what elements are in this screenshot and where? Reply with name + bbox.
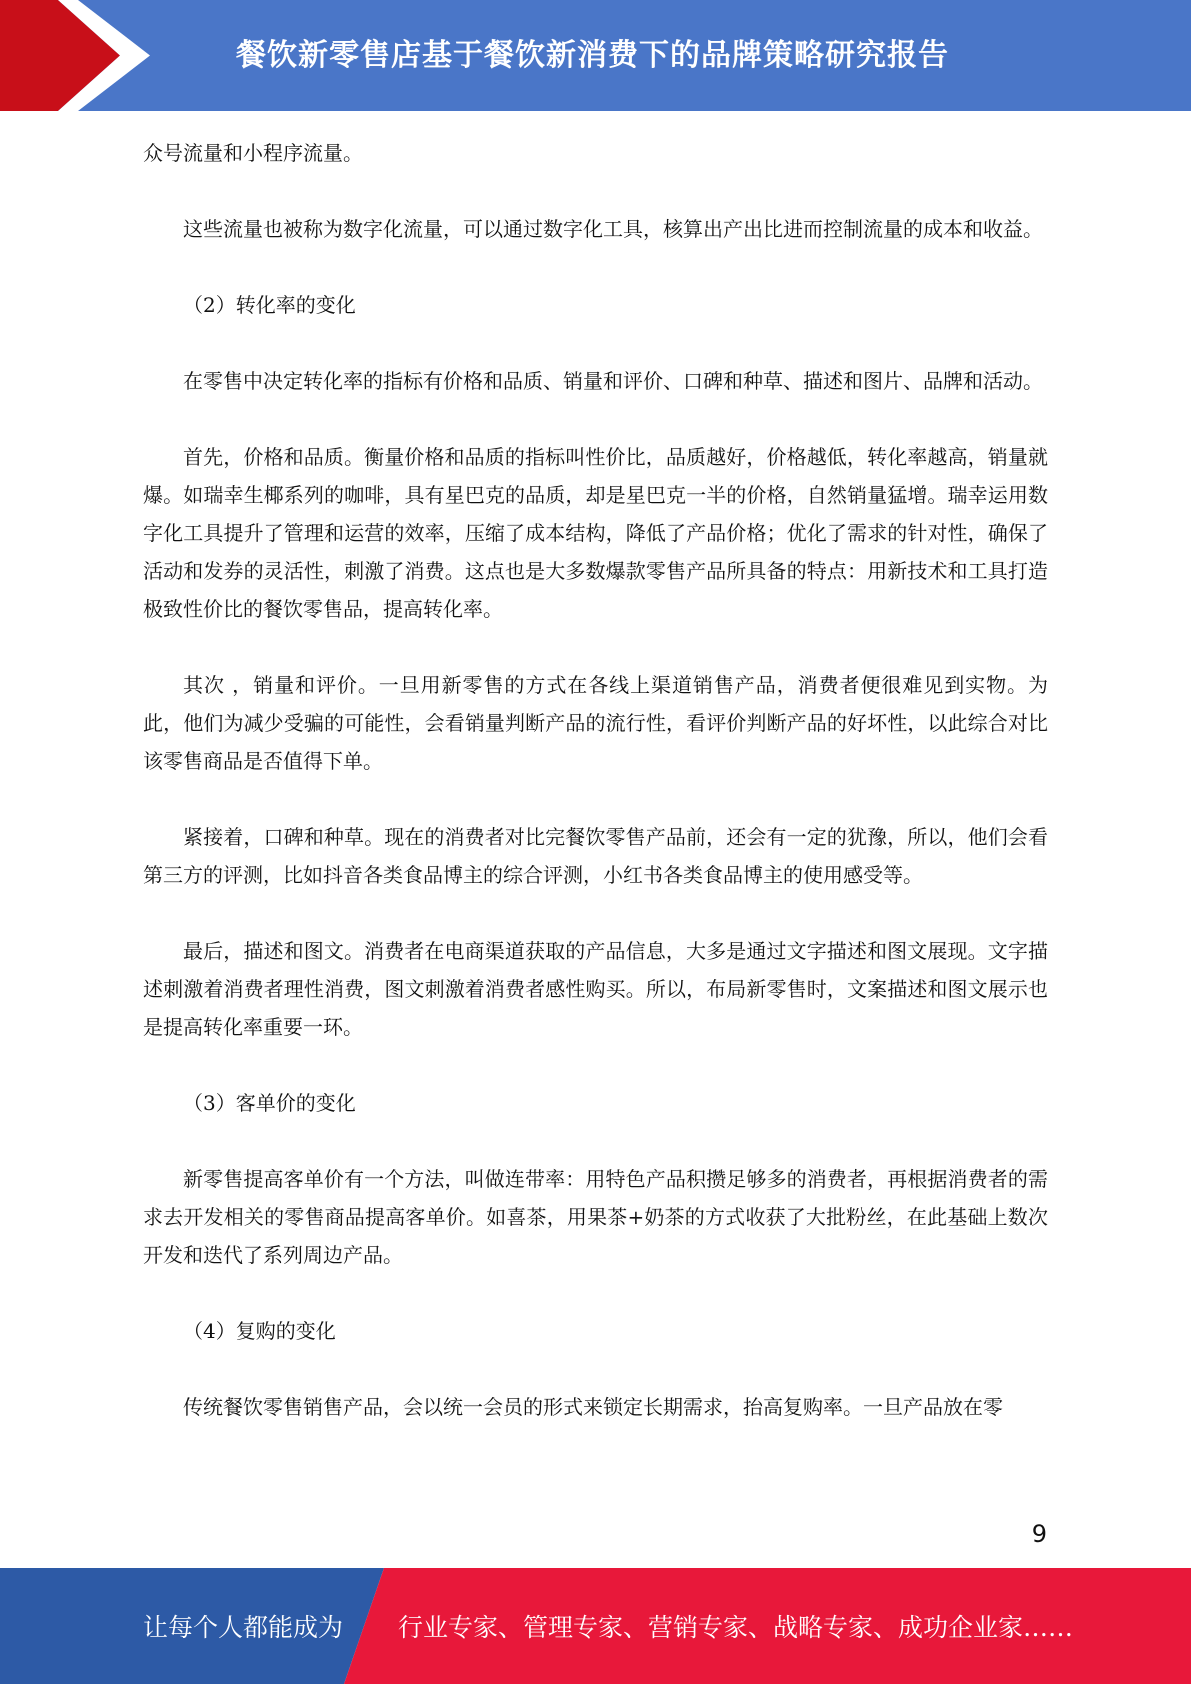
section-heading: （2）转化率的变化 — [183, 293, 356, 317]
paragraph: 其次 ，销量和评价。一旦用新零售的方式在各线上渠道销售产品，消费者便很难见到实物。为此，他们为减少受骗的可能性，会看销量判断产品的流行性，看评价判断产品的好坏性，以此综合对比该零售商品是否值得下单。 — [143, 673, 1048, 773]
paragraph: 在零售中决定转化率的指标有价格和品质、销量和评价、口碑和种草、描述和图片、品牌和活动。 — [183, 369, 1043, 393]
header-arrow-icon — [0, 0, 160, 111]
page-header — [0, 0, 1191, 111]
paragraph: 最后，描述和图文。消费者在电商渠道获取的产品信息，大多是通过文字描述和图文展现。文字描述刺激着消费者理性消费，图文刺激着消费者感性购买。所以，布局新零售时，文案描述和图文展示也是提高转化率重要一环。 — [143, 939, 1048, 1039]
paragraph: 众号流量和小程序流量。 — [143, 141, 363, 165]
paragraph: 这些流量也被称为数字化流量，可以通过数字化工具，核算出产出比进而控制流量的成本和收益。 — [183, 217, 1043, 241]
section-heading: （3）客单价的变化 — [183, 1091, 356, 1115]
paragraph: 首先，价格和品质。衡量价格和品质的指标叫性价比，品质越好，价格越低，转化率越高，销量就爆。如瑞幸生椰系列的咖啡，具有星巴克的品质，却是星巴克一半的价格，自然销量猛增。瑞幸运用数字化工具提升了管理和运营的效率，压缩了成本结构，降低了产品价格；优化了需求的针对性，确保了活动和发券的灵活性，刺激了消费。这点也是大多数爆款零售产品所具备的特点：用新技术和工具打造极致性价比的餐饮零售品，提高转化率。 — [143, 445, 1048, 621]
page-number: 9 — [1031, 1520, 1047, 1548]
footer-slogan-left: 让每个人都能成为 — [143, 1613, 344, 1642]
paragraph: 新零售提高客单价有一个方法，叫做连带率：用特色产品积攒足够多的消费者，再根据消费者的需求去开发相关的零售商品提高客单价。如喜茶，用果茶+奶茶的方式收获了大批粉丝，在此基础上数次开发和迭代了系列周边产品。 — [143, 1167, 1048, 1267]
section-heading: （4）复购的变化 — [183, 1319, 336, 1343]
document-body — [143, 134, 1048, 1464]
paragraph: 传统餐饮零售销售产品，会以统一会员的形式来锁定长期需求，抬高复购率。一旦产品放在零 — [183, 1395, 1003, 1419]
page-footer — [0, 1568, 1191, 1684]
footer-slogan-right: 行业专家、管理专家、营销专家、战略专家、成功企业家…… — [398, 1613, 1074, 1642]
report-title: 餐饮新零售店基于餐饮新消费下的品牌策略研究报告 — [236, 38, 949, 73]
paragraph: 紧接着，口碑和种草。现在的消费者对比完餐饮零售产品前，还会有一定的犹豫，所以，他们会看第三方的评测，比如抖音各类食品博主的综合评测，小红书各类食品博主的使用感受等。 — [143, 825, 1048, 887]
